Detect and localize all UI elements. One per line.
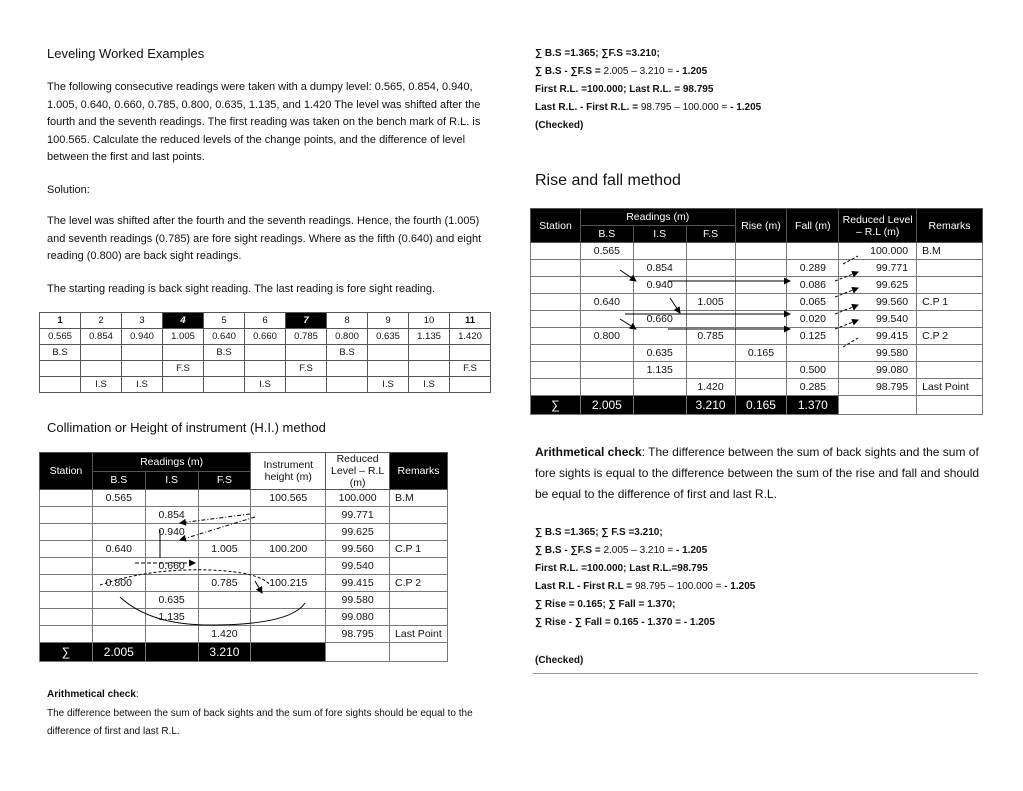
hi-cell bbox=[251, 609, 326, 626]
sum-row bbox=[40, 643, 448, 662]
bs-cell bbox=[580, 260, 633, 277]
fs-cell: 1.420 bbox=[198, 626, 251, 643]
fs-cell bbox=[368, 361, 409, 377]
remarks-cell: B.M bbox=[917, 243, 983, 260]
rl-cell: 99.771 bbox=[326, 507, 390, 524]
header-is: I.S bbox=[145, 471, 198, 490]
reading-number: 11 bbox=[450, 313, 491, 329]
reading-value: 0.635 bbox=[368, 329, 409, 345]
fs-cell: F.S bbox=[163, 361, 204, 377]
fall-cell: 0.125 bbox=[787, 328, 839, 345]
is-cell: 0.940 bbox=[145, 524, 198, 541]
bs-cell bbox=[245, 345, 286, 361]
is-cell: 0.660 bbox=[633, 311, 686, 328]
reading-value: 0.800 bbox=[327, 329, 368, 345]
sum-symbol: ∑ bbox=[40, 643, 93, 662]
sum-symbol: ∑ bbox=[531, 396, 581, 415]
readings-number-row bbox=[40, 313, 491, 329]
remarks-cell bbox=[390, 558, 448, 575]
table-row bbox=[40, 524, 448, 541]
table-row bbox=[40, 558, 448, 575]
bs-cell bbox=[81, 345, 122, 361]
table-row bbox=[40, 626, 448, 643]
fs-cell: 0.785 bbox=[198, 575, 251, 592]
readings-table bbox=[39, 312, 491, 393]
sum-rise: 0.165 bbox=[735, 396, 787, 415]
bs-cell bbox=[92, 507, 145, 524]
is-cell: 0.660 bbox=[145, 558, 198, 575]
bottom-check-block bbox=[535, 524, 755, 632]
readings-is-row bbox=[40, 377, 491, 393]
table-row bbox=[531, 328, 983, 345]
bs-cell bbox=[92, 558, 145, 575]
reading-number: 6 bbox=[245, 313, 286, 329]
fs-cell bbox=[122, 361, 163, 377]
bs-cell bbox=[92, 626, 145, 643]
fs-cell: 0.785 bbox=[686, 328, 735, 345]
reading-value: 0.660 bbox=[245, 329, 286, 345]
fs-cell bbox=[198, 524, 251, 541]
is-cell: I.S bbox=[81, 377, 122, 393]
rise-cell bbox=[735, 277, 787, 294]
rise-cell bbox=[735, 379, 787, 396]
fs-cell bbox=[198, 507, 251, 524]
fall-cell bbox=[787, 345, 839, 362]
bs-cell bbox=[580, 345, 633, 362]
table-row bbox=[531, 311, 983, 328]
table-row bbox=[40, 541, 448, 558]
reading-value: 0.854 bbox=[81, 329, 122, 345]
fs-cell bbox=[40, 361, 81, 377]
header-readings: Readings (m) bbox=[580, 209, 735, 226]
header-remarks: Remarks bbox=[917, 209, 983, 243]
top-check-line-1: ∑ B.S =1.365; ∑F.S =3.210; bbox=[535, 48, 660, 59]
table-row bbox=[531, 362, 983, 379]
bottom-check-line-5: ∑ Rise = 0.165; ∑ Fall = 1.370; bbox=[535, 599, 676, 610]
fs-cell bbox=[198, 592, 251, 609]
reading-value: 0.640 bbox=[204, 329, 245, 345]
reading-number: 10 bbox=[409, 313, 450, 329]
is-cell: 1.135 bbox=[145, 609, 198, 626]
bottom-check-line-6: ∑ Rise - ∑ Fall = 0.165 - 1.370 = - 1.205 bbox=[535, 617, 715, 628]
header-fall: Fall (m) bbox=[787, 209, 839, 243]
fs-cell: F.S bbox=[286, 361, 327, 377]
fs-cell bbox=[686, 260, 735, 277]
rl-cell: 98.795 bbox=[839, 379, 917, 396]
bs-cell bbox=[409, 345, 450, 361]
rl-cell: 98.795 bbox=[326, 626, 390, 643]
hi-cell: 100.215 bbox=[251, 575, 326, 592]
bottom-checked-label: (Checked) bbox=[535, 655, 584, 666]
is-cell bbox=[633, 294, 686, 311]
bs-cell: 0.565 bbox=[580, 243, 633, 260]
reading-number: 8 bbox=[327, 313, 368, 329]
is-cell: I.S bbox=[122, 377, 163, 393]
fs-cell bbox=[686, 311, 735, 328]
fs-cell bbox=[686, 277, 735, 294]
fs-cell: F.S bbox=[450, 361, 491, 377]
hi-cell bbox=[251, 626, 326, 643]
is-cell: 0.635 bbox=[633, 345, 686, 362]
is-cell bbox=[286, 377, 327, 393]
rise-cell bbox=[735, 243, 787, 260]
table-row bbox=[531, 243, 983, 260]
is-cell bbox=[145, 575, 198, 592]
is-cell: 0.854 bbox=[145, 507, 198, 524]
is-cell: 0.854 bbox=[633, 260, 686, 277]
remarks-cell: C.P 2 bbox=[390, 575, 448, 592]
table-row bbox=[40, 490, 448, 507]
top-check-line-2: ∑ B.S - ∑F.S = 2.005 – 3.210 = - 1.205 bbox=[535, 66, 708, 77]
header-is: I.S bbox=[633, 226, 686, 243]
bs-cell: B.S bbox=[40, 345, 81, 361]
reading-number: 7 bbox=[286, 313, 327, 329]
bs-cell bbox=[450, 345, 491, 361]
remarks-cell bbox=[917, 362, 983, 379]
rise-cell: 0.165 bbox=[735, 345, 787, 362]
rise-fall-table bbox=[530, 208, 983, 415]
fs-cell bbox=[81, 361, 122, 377]
fs-cell bbox=[409, 361, 450, 377]
remarks-cell bbox=[390, 592, 448, 609]
top-check-line-4: Last R.L. - First R.L. = 98.795 – 100.000 = - 1.205 bbox=[535, 102, 762, 113]
rl-cell: 99.415 bbox=[839, 328, 917, 345]
reading-number: 3 bbox=[122, 313, 163, 329]
is-cell bbox=[145, 541, 198, 558]
bs-cell bbox=[92, 524, 145, 541]
bs-cell: 0.565 bbox=[92, 490, 145, 507]
hi-cell bbox=[251, 558, 326, 575]
is-cell bbox=[633, 328, 686, 345]
table-row bbox=[531, 260, 983, 277]
header-bs: B.S bbox=[580, 226, 633, 243]
remarks-cell: C.P 1 bbox=[917, 294, 983, 311]
hi-method-title: Collimation or Height of instrument (H.I.) method bbox=[47, 420, 326, 435]
is-cell: I.S bbox=[409, 377, 450, 393]
readings-fs-row bbox=[40, 361, 491, 377]
reading-value: 0.785 bbox=[286, 329, 327, 345]
remarks-cell bbox=[390, 609, 448, 626]
rl-cell: 99.771 bbox=[839, 260, 917, 277]
fall-cell bbox=[787, 243, 839, 260]
bs-cell: 0.640 bbox=[92, 541, 145, 558]
is-cell: I.S bbox=[245, 377, 286, 393]
is-cell: 1.135 bbox=[633, 362, 686, 379]
table-row bbox=[531, 345, 983, 362]
remarks-cell bbox=[917, 260, 983, 277]
fall-cell: 0.020 bbox=[787, 311, 839, 328]
rl-cell: 99.580 bbox=[839, 345, 917, 362]
sum-row bbox=[531, 396, 983, 415]
table-row bbox=[40, 609, 448, 626]
reading-number: 2 bbox=[81, 313, 122, 329]
fs-cell bbox=[198, 609, 251, 626]
bs-cell bbox=[368, 345, 409, 361]
table-row bbox=[40, 575, 448, 592]
top-check-block bbox=[535, 45, 761, 135]
rl-cell: 100.000 bbox=[326, 490, 390, 507]
fall-cell: 0.086 bbox=[787, 277, 839, 294]
header-remarks: Remarks bbox=[390, 453, 448, 490]
header-reduced-level: Reduced Level – R.L (m) bbox=[326, 453, 390, 490]
is-cell: 0.635 bbox=[145, 592, 198, 609]
remarks-cell: Last Point bbox=[917, 379, 983, 396]
bs-cell bbox=[163, 345, 204, 361]
bs-cell bbox=[580, 362, 633, 379]
rise-cell bbox=[735, 311, 787, 328]
is-cell bbox=[327, 377, 368, 393]
bs-cell bbox=[122, 345, 163, 361]
reading-value: 0.940 bbox=[122, 329, 163, 345]
fs-cell bbox=[198, 490, 251, 507]
hi-cell: 100.565 bbox=[251, 490, 326, 507]
remarks-cell: C.P 1 bbox=[390, 541, 448, 558]
table-row bbox=[531, 294, 983, 311]
reading-value: 1.135 bbox=[409, 329, 450, 345]
reading-value: 1.420 bbox=[450, 329, 491, 345]
solution-label: Solution: bbox=[47, 184, 90, 196]
bottom-check-line-4: Last R.L - First R.L = 98.795 – 100.000 = - 1.205 bbox=[535, 581, 756, 592]
is-cell bbox=[40, 377, 81, 393]
rise-cell bbox=[735, 294, 787, 311]
fs-cell: 1.005 bbox=[198, 541, 251, 558]
readings-value-row bbox=[40, 329, 491, 345]
hi-cell bbox=[251, 507, 326, 524]
arithmetical-check-label-left: Arithmetical check: bbox=[47, 689, 139, 700]
table-row bbox=[40, 507, 448, 524]
bs-cell bbox=[92, 592, 145, 609]
fs-cell: 1.005 bbox=[686, 294, 735, 311]
fs-cell bbox=[245, 361, 286, 377]
bs-cell: 0.800 bbox=[580, 328, 633, 345]
rl-cell: 99.540 bbox=[326, 558, 390, 575]
header-fs: F.S bbox=[198, 471, 251, 490]
starting-note: The starting reading is back sight reading. The last reading is fore sight reading. bbox=[47, 283, 436, 295]
header-instrument-height: Instrument height (m) bbox=[251, 453, 326, 490]
rl-cell: 99.625 bbox=[326, 524, 390, 541]
rise-cell bbox=[735, 328, 787, 345]
sum-fall: 1.370 bbox=[787, 396, 839, 415]
reading-number: 4 bbox=[163, 313, 204, 329]
bottom-check-line-1: ∑ B.S =1.365; ∑ F.S =3.210; bbox=[535, 527, 663, 538]
bs-cell: B.S bbox=[327, 345, 368, 361]
sum-bs: 2.005 bbox=[580, 396, 633, 415]
hi-cell bbox=[251, 592, 326, 609]
header-readings: Readings (m) bbox=[92, 453, 251, 472]
reading-value: 1.005 bbox=[163, 329, 204, 345]
rl-cell: 99.625 bbox=[839, 277, 917, 294]
page-title: Leveling Worked Examples bbox=[47, 46, 205, 61]
bs-cell bbox=[286, 345, 327, 361]
is-cell bbox=[450, 377, 491, 393]
is-cell bbox=[145, 626, 198, 643]
bottom-check-line-3: First R.L. =100.000; Last R.L.=98.795 bbox=[535, 563, 708, 574]
is-cell: I.S bbox=[368, 377, 409, 393]
arithmetical-check-right: Arithmetical check: The difference between the sum of back sights and the sum of fore sights is equal to the difference between the sum of the rise and fall and should be equal to the difference of first and last R.L. bbox=[535, 445, 980, 501]
bs-cell: B.S bbox=[204, 345, 245, 361]
rl-cell: 99.560 bbox=[839, 294, 917, 311]
is-cell bbox=[145, 490, 198, 507]
is-cell bbox=[633, 243, 686, 260]
reading-number: 1 bbox=[40, 313, 81, 329]
rl-cell: 99.080 bbox=[839, 362, 917, 379]
rl-cell: 100.000 bbox=[839, 243, 917, 260]
bs-cell bbox=[580, 379, 633, 396]
remarks-cell: Last Point bbox=[390, 626, 448, 643]
header-fs: F.S bbox=[686, 226, 735, 243]
problem-text: The following consecutive readings were taken with a dumpy level: 0.565, 0.854, 0.940, 1.005, 0.640, 0.660, 0.785, 0.800, 0.635, 1.135, and 1.420 The level was shifted after the fourth and the seventh readings. The first reading was taken on the bench mark of R.L. is 100.565. Calculate the reduced levels of the change points, and the difference of level between the first and last points. bbox=[47, 81, 481, 163]
rise-fall-title: Rise and fall method bbox=[535, 172, 681, 189]
explanation-text: The level was shifted after the fourth and the seventh readings. Hence, the fourth (1.005) and seventh readings (0.785) are fore sight readings. Where as the fifth (0.640) and eight reading (0.800) are back sight readings. bbox=[47, 215, 482, 262]
fs-cell bbox=[686, 243, 735, 260]
reading-value: 0.565 bbox=[40, 329, 81, 345]
remarks-cell bbox=[917, 345, 983, 362]
rl-cell: 99.415 bbox=[326, 575, 390, 592]
remarks-cell bbox=[390, 524, 448, 541]
top-check-line-5: (Checked) bbox=[535, 120, 584, 131]
fall-cell: 0.285 bbox=[787, 379, 839, 396]
is-cell: 0.940 bbox=[633, 277, 686, 294]
fs-cell: 1.420 bbox=[686, 379, 735, 396]
divider bbox=[533, 673, 978, 674]
hi-cell: 100.200 bbox=[251, 541, 326, 558]
is-cell bbox=[633, 379, 686, 396]
reading-number: 5 bbox=[204, 313, 245, 329]
bs-cell bbox=[580, 277, 633, 294]
remarks-cell: C.P 2 bbox=[917, 328, 983, 345]
fall-cell: 0.500 bbox=[787, 362, 839, 379]
is-cell bbox=[163, 377, 204, 393]
table-row bbox=[531, 379, 983, 396]
header-station: Station bbox=[531, 209, 581, 243]
fs-cell bbox=[686, 362, 735, 379]
header-station: Station bbox=[40, 453, 93, 490]
readings-bs-row bbox=[40, 345, 491, 361]
remarks-cell bbox=[390, 507, 448, 524]
rl-cell: 99.560 bbox=[326, 541, 390, 558]
fall-cell: 0.065 bbox=[787, 294, 839, 311]
table-row bbox=[40, 592, 448, 609]
bs-cell bbox=[580, 311, 633, 328]
header-reduced-level: Reduced Level – R.L (m) bbox=[839, 209, 917, 243]
header-bs: B.S bbox=[92, 471, 145, 490]
fall-cell: 0.289 bbox=[787, 260, 839, 277]
fs-cell bbox=[686, 345, 735, 362]
bottom-check-line-2: ∑ B.S - ∑F.S = 2.005 – 3.210 = - 1.205 bbox=[535, 545, 708, 556]
sum-bs: 2.005 bbox=[92, 643, 145, 662]
remarks-cell bbox=[917, 277, 983, 294]
fs-cell bbox=[198, 558, 251, 575]
bs-cell: 0.800 bbox=[92, 575, 145, 592]
header-rise: Rise (m) bbox=[735, 209, 787, 243]
table-row bbox=[531, 277, 983, 294]
bs-cell: 0.640 bbox=[580, 294, 633, 311]
rl-cell: 99.580 bbox=[326, 592, 390, 609]
arithmetical-check-text-left: The difference between the sum of back sights and the sum of fore sights should be equal to the difference of first and last R.L. bbox=[47, 708, 473, 737]
hi-method-table bbox=[39, 452, 448, 662]
remarks-cell: B.M bbox=[390, 490, 448, 507]
fs-cell bbox=[327, 361, 368, 377]
rise-cell bbox=[735, 362, 787, 379]
top-check-line-3: First R.L. =100.000; Last R.L. = 98.795 bbox=[535, 84, 714, 95]
bs-cell bbox=[92, 609, 145, 626]
sum-fs: 3.210 bbox=[198, 643, 251, 662]
rl-cell: 99.540 bbox=[839, 311, 917, 328]
is-cell bbox=[204, 377, 245, 393]
rl-cell: 99.080 bbox=[326, 609, 390, 626]
sum-fs: 3.210 bbox=[686, 396, 735, 415]
hi-cell bbox=[251, 524, 326, 541]
remarks-cell bbox=[917, 311, 983, 328]
fs-cell bbox=[204, 361, 245, 377]
reading-number: 9 bbox=[368, 313, 409, 329]
rise-cell bbox=[735, 260, 787, 277]
